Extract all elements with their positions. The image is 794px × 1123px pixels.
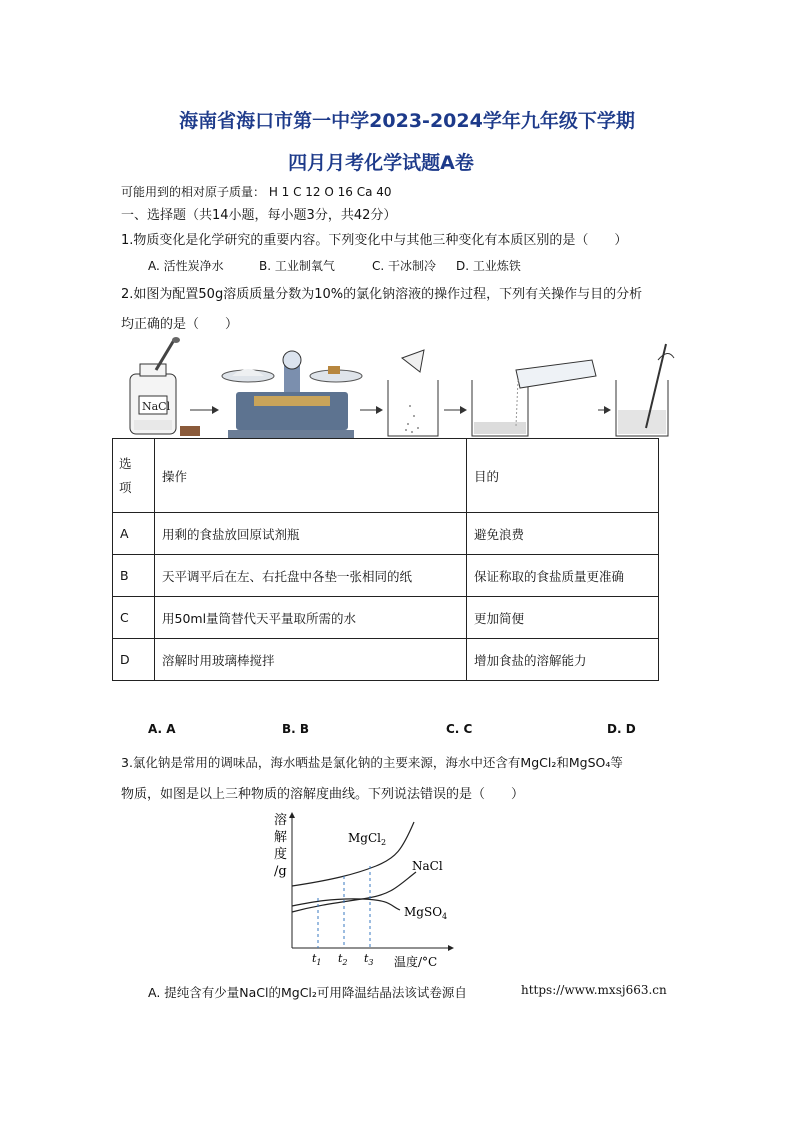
q2-answer-b: B. B: [282, 722, 310, 736]
curve-label-nacl: NaCl: [412, 859, 443, 873]
table-cell: 溶解时用玻璃棒搅拌: [155, 639, 467, 681]
table-row: [113, 555, 659, 597]
q1-stem: 1.物质变化是化学研究的重要内容。下列变化中与其他三种变化有本质区别的是（ ）: [121, 233, 628, 248]
solution-prep-figure: [120, 336, 680, 440]
q2-stem-line-2: 均正确的是（ ）: [121, 317, 239, 332]
table-row: [113, 639, 659, 681]
source-url: https://www.mxsj663.cn: [521, 983, 667, 997]
q1-option-b: B. 工业制氧气: [259, 259, 335, 273]
table-header-option: 选 项: [113, 439, 155, 513]
q3-option-a: A. 提纯含有少量NaCl的MgCl₂可用降温结晶法该试卷源自: [148, 985, 467, 1000]
table-header-operation: 操作: [155, 439, 467, 513]
table-cell: C: [113, 597, 155, 639]
curve-label-mgcl2: MgCl$_2$: [348, 831, 387, 847]
table-cell: 保证称取的食盐质量更准确: [467, 555, 659, 597]
table-header-purpose: 目的: [467, 439, 659, 513]
table-cell: 增加食盐的溶解能力: [467, 639, 659, 681]
nacl-label: NaCl: [142, 400, 171, 413]
q2-answer-c: C. C: [446, 722, 473, 736]
ylabel-char: 度: [274, 847, 288, 862]
table-header-row: [113, 439, 659, 513]
table-cell: 避免浪费: [467, 513, 659, 555]
table-cell: 用50ml量筒替代天平量取所需的水: [155, 597, 467, 639]
solubility-curve-figure: [272, 810, 462, 970]
table-row: [113, 513, 659, 555]
q2-stem-line-1: 2.如图为配置50g溶质质量分数为10%的氯化钠溶液的操作过程，下列有关操作与目的分析: [121, 287, 643, 302]
x-axis-label: 温度/°C: [394, 955, 438, 969]
tick-t3: $t_3$: [364, 952, 374, 967]
table-cell: D: [113, 639, 155, 681]
table-cell: B: [113, 555, 155, 597]
operation-table: [112, 438, 659, 681]
atomic-masses: 可能用到的相对原子质量： H 1 C 12 O 16 Ca 40: [121, 185, 392, 199]
q1-option-a: A. 活性炭净水: [148, 259, 224, 273]
title-line-2: 四月月考化学试题A卷: [288, 152, 474, 174]
q3-stem-line-1: 3.氯化钠是常用的调味品，海水晒盐是氯化钠的主要来源，海水中还含有MgCl₂和MgSO₄等: [121, 755, 623, 770]
table-cell: 用剩的食盐放回原试剂瓶: [155, 513, 467, 555]
ylabel-char: 解: [274, 830, 288, 845]
q2-answer-d: D. D: [607, 722, 636, 736]
section-heading: 一、选择题（共14小题，每小题3分，共42分）: [121, 208, 397, 223]
curve-label-mgso4: MgSO$_4$: [404, 905, 448, 921]
q2-answer-a: A. A: [148, 722, 176, 736]
title-line-1: 海南省海口市第一中学2023-2024学年九年级下学期: [179, 110, 635, 132]
q1-option-c: C. 干冰制冷: [372, 259, 437, 273]
table-row: [113, 597, 659, 639]
ylabel-char: 溶: [274, 813, 288, 828]
nacl-curve: [292, 872, 416, 912]
tick-t2: $t_2$: [338, 952, 348, 967]
table-cell: 天平调平后在左、右托盘中各垫一张相同的纸: [155, 555, 467, 597]
ylabel-char: /g: [274, 864, 287, 879]
q3-stem-line-2: 物质，如图是以上三种物质的溶解度曲线。下列说法错误的是（ ）: [121, 787, 525, 802]
table-cell: 更加简便: [467, 597, 659, 639]
q1-option-d: D. 工业炼铁: [456, 259, 521, 273]
tick-t1: $t_1$: [312, 952, 322, 967]
table-cell: A: [113, 513, 155, 555]
